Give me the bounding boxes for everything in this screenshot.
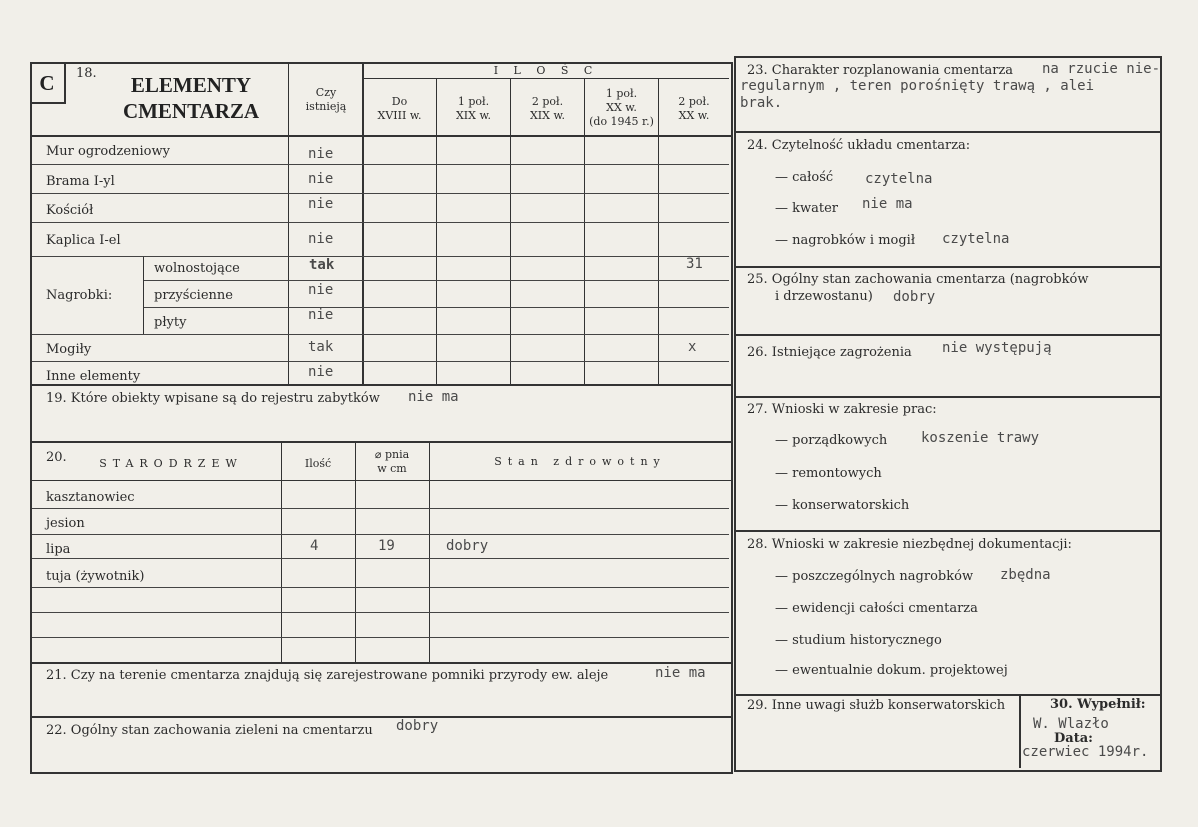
q20-col3 [429, 443, 430, 663]
nagrobki-sub-col [143, 256, 144, 334]
q26-answer: nie występują [942, 340, 1052, 356]
tree-name-kasztanowiec: kasztanowiec [46, 490, 135, 505]
exists-mogily: tak [308, 339, 334, 355]
ilosc-under-line [363, 78, 729, 79]
q25-answer: dobry [893, 289, 936, 305]
period-2-line1: 1 poł. [457, 95, 490, 108]
q19-answer: nie ma [408, 389, 459, 405]
section-title-line2: CMENTARZA [122, 99, 260, 123]
tree-name-tuja: tuja (żywotnik) [46, 569, 145, 584]
q20-bottom [30, 662, 731, 664]
row-line-4 [32, 256, 729, 257]
q20-col-pien-line1: ⌀ pnia [374, 448, 410, 461]
exists-plyty: nie [308, 307, 334, 323]
czy-header-line2: istnieją [305, 100, 347, 113]
q29-q30-divider [1019, 694, 1021, 768]
q28-label: 28. Wnioski w zakresie niezbędnej dokumentacji: [747, 537, 1072, 552]
q30-name: W. Wlazło [1033, 716, 1109, 732]
period-5-line2: XX w. [678, 109, 710, 122]
period-header-4 [585, 87, 658, 129]
q30-date: czerwiec 1994r. [1022, 744, 1149, 760]
exists-kaplica: nie [308, 231, 334, 247]
period-3-line1: 2 poł. [531, 95, 564, 108]
row-label-wolnostojace: wolnostojące [154, 261, 240, 276]
q20-col-pien [356, 448, 428, 476]
q30-label: 30. Wypełnił: [1050, 697, 1146, 712]
q23-bottom [734, 131, 1162, 133]
period-4-line1: 1 poł. [605, 87, 638, 100]
q22-label: 22. Ogólny stan zachowania zieleni na cmentarzu [46, 723, 373, 738]
period-header-3 [511, 95, 584, 123]
row-line-8 [32, 361, 729, 362]
row-label-mogily: Mogiły [46, 342, 92, 357]
q27-label: 27. Wnioski w zakresie prac: [747, 402, 937, 417]
section-c-bottom [30, 384, 731, 386]
row-line-6 [144, 307, 729, 308]
row-line-2 [32, 193, 729, 194]
q19-label: 19. Które obiekty wpisane są do rejestru zabytków [46, 391, 380, 406]
q24-answer-kwater: nie ma [862, 196, 913, 212]
q24-label: 24. Czytelność układu cmentarza: [747, 138, 971, 153]
period-header-5 [659, 95, 729, 123]
q20-row-line-6 [32, 637, 729, 638]
col-p2-left [436, 79, 437, 385]
q20-number: 20. [46, 450, 67, 465]
tree-name-lipa: lipa [46, 542, 71, 557]
q20-col-stan: Stan zdrowotny [494, 455, 666, 468]
section-number: 18. [76, 66, 97, 81]
q25-label-line2: i drzewostanu) [775, 289, 873, 304]
row-line-1 [32, 164, 729, 165]
q28-answer-nagrobkow: zbędna [1000, 567, 1051, 583]
q20-col1 [281, 443, 282, 663]
q23-answer-line3: brak. [740, 95, 783, 111]
section-title-line1: ELEMENTY [130, 73, 252, 97]
section-letter: C [39, 71, 55, 95]
czy-istnieja-header [290, 86, 362, 114]
period-1-line2: XVIII w. [377, 109, 422, 122]
q27-answer-porzadkowych: koszenie trawy [921, 430, 1040, 446]
q24-bottom [734, 266, 1162, 268]
tree-health-lipa: dobry [446, 538, 489, 554]
q24-item-nagrobkow: — nagrobków i mogił [775, 233, 916, 248]
row-label-plyty: płyty [154, 315, 187, 330]
col-ilosc-left [362, 62, 364, 385]
exists-brama: nie [308, 171, 334, 187]
q20-row-line-4 [32, 587, 729, 588]
period-5-line1: 2 poł. [678, 95, 710, 108]
row-label-inne: Inne elementy [46, 369, 141, 384]
q20-row-line-2 [32, 534, 729, 535]
czy-header-line1: Czy [315, 86, 337, 99]
nagrobki-label: Nagrobki: [46, 288, 113, 303]
col-p4-left [584, 79, 585, 385]
col-p5-left [658, 79, 659, 385]
period-4-line3: (do 1945 r.) [589, 115, 654, 128]
q23-answer-line2: regularnym , teren porośnięty trawą , alei [740, 78, 1095, 94]
period-1-line1: Do [391, 95, 408, 108]
q20-col2 [355, 443, 356, 663]
exists-inne: nie [308, 364, 334, 380]
exists-przyscienne: nie [308, 282, 334, 298]
count-wolnostojace: 31 [686, 256, 703, 272]
period-header-1 [363, 95, 436, 123]
q20-row-line-5 [32, 612, 729, 613]
q28-item-nagrobkow: — poszczególnych nagrobków [775, 569, 974, 584]
exists-wolnostojace: tak [309, 257, 335, 273]
q27-item-konserwatorskich: — konserwatorskich [775, 498, 910, 513]
q20-row-line-1 [32, 508, 729, 509]
row-label-brama: Brama I-yl [46, 174, 115, 189]
row-line-5 [144, 280, 729, 281]
q19-bottom [30, 441, 731, 443]
q22-answer: dobry [396, 718, 439, 734]
q26-bottom [734, 396, 1162, 398]
q24-item-kwater: — kwater [775, 201, 839, 216]
q20-row-line-3 [32, 558, 729, 559]
row-label-mur: Mur ogrodzeniowy [46, 144, 170, 159]
q21-answer: nie ma [655, 665, 706, 681]
row-label-kaplica: Kaplica I-el [46, 233, 121, 248]
period-2-line2: XIX w. [455, 109, 492, 122]
exists-kosciol: nie [308, 196, 334, 212]
period-header-2 [437, 95, 510, 123]
q25-label-line1: 25. Ogólny stan zachowania cmentarza (nagrobków [747, 272, 1089, 287]
col-czy-left [288, 62, 289, 385]
q26-label: 26. Istniejące zagrożenia [747, 345, 912, 360]
q20-header-bottom [30, 480, 731, 481]
q23-answer-line1: na rzucie nie- [1042, 61, 1161, 77]
tree-name-jesion: jesion [46, 516, 85, 531]
period-3-line2: XIX w. [529, 109, 566, 122]
q28-item-projektowej: — ewentualnie dokum. projektowej [775, 663, 1008, 678]
q28-item-ewidencji: — ewidencji całości cmentarza [775, 601, 978, 616]
header-bottom-line [30, 135, 731, 137]
q27-item-porzadkowych: — porządkowych [775, 433, 888, 448]
section-title [96, 72, 286, 124]
row-line-7 [32, 334, 729, 335]
exists-mur: nie [308, 146, 334, 162]
row-label-kosciol: Kościół [46, 203, 94, 218]
row-line-3 [32, 222, 729, 223]
q20-title: STARODRZEW [99, 457, 243, 470]
col-p3-left [510, 79, 511, 385]
q20-col-pien-line2: w cm [377, 462, 407, 475]
q21-label: 21. Czy na terenie cmentarza znajdują się zarejestrowane pomniki przyrody ew. aleje [46, 668, 609, 683]
q25-bottom [734, 334, 1162, 336]
q27-item-remontowych: — remontowych [775, 466, 882, 481]
tree-diam-lipa: 19 [378, 538, 395, 554]
ilosc-header: I L O Ś C [493, 64, 599, 77]
q24-answer-calosc: czytelna [865, 171, 933, 187]
q28-item-studium: — studium historycznego [775, 633, 942, 648]
q21-bottom [30, 716, 731, 718]
q27-bottom [734, 530, 1162, 532]
row-label-przyscienne: przyścienne [154, 288, 233, 303]
q30-date-label: Data: [1054, 731, 1093, 746]
q20-col-ilosc: Ilość [304, 457, 332, 470]
q28-bottom [734, 694, 1162, 696]
q24-item-calosc: — całość [775, 170, 834, 185]
q29-label: 29. Inne uwagi służb konserwatorskich [747, 698, 1006, 713]
q23-label: 23. Charakter rozplanowania cmentarza [747, 63, 1014, 78]
count-mogily: x [688, 339, 697, 355]
tree-qty-lipa: 4 [310, 538, 319, 554]
q24-answer-nagrobkow: czytelna [942, 231, 1010, 247]
period-4-line2: XX w. [606, 101, 637, 114]
